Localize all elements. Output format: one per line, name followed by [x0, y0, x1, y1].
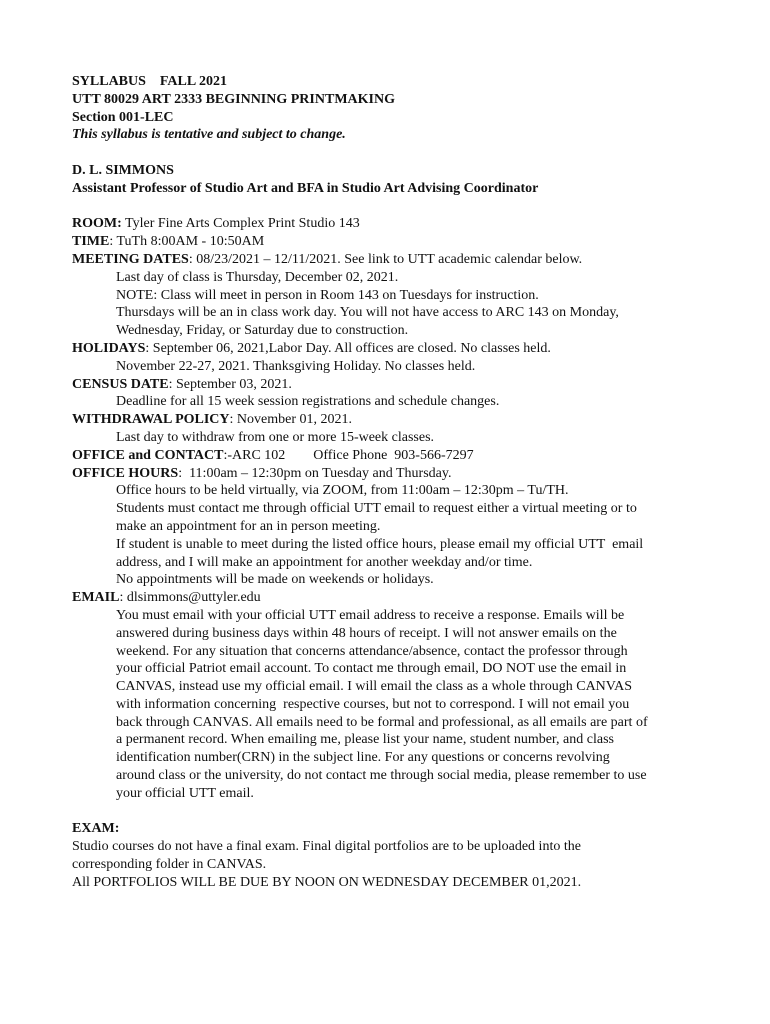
office-hours-detail-line: Students must contact me through official UTT email to request either a virtual meeting or to [116, 501, 637, 517]
census-date-row [72, 376, 702, 394]
holidays-details [72, 358, 702, 376]
office-hours-detail-line: If student is unable to meet during the listed office hours, please email my official UTT email [116, 536, 644, 552]
instructor-title: Assistant Professor of Studio Art and BFA in Studio Art Advising Coordinator [72, 180, 539, 196]
office-location: :-ARC 102 [223, 447, 286, 463]
course-section: Section 001-LEC [72, 109, 174, 125]
time-label: TIME [72, 234, 110, 250]
holidays-label: HOLIDAYS [72, 340, 146, 356]
office-contact-row [72, 447, 702, 465]
exam-line: Studio courses do not have a final exam. Final digital portfolios are to be uploaded into the [72, 839, 581, 855]
room-value: Tyler Fine Arts Complex Print Studio 143 [121, 216, 360, 232]
email-policy-line: answered during business days within 48 hours of receipt. I will not answer emails on the [116, 625, 617, 641]
email-policy-line: with information concerning respective courses, but not to correspond. I will not email you [116, 696, 630, 712]
spacer [72, 144, 702, 162]
exam-line: corresponding folder in CANVAS. [72, 857, 267, 873]
holidays-value: : September 06, 2021,Labor Day. All offices are closed. No classes held. [145, 340, 551, 356]
census-date-label: CENSUS DATE [72, 376, 169, 392]
withdrawal-detail-line: Last day to withdraw from one or more 15-week classes. [116, 429, 435, 445]
office-hours-detail-line: make an appointment for an in person meeting. [116, 518, 381, 534]
withdrawal-details [72, 429, 702, 447]
syllabus-page [72, 73, 702, 892]
office-hours-row [72, 465, 702, 483]
email-policy-line: identification number(CRN) in the subject line. For any questions or concerns revolving [116, 750, 610, 766]
email-policy-line: your official Patriot email account. To contact me through email, DO NOT use the email in [116, 661, 627, 677]
time-value: : TuTh 8:00AM - 10:50AM [109, 234, 265, 250]
room-label: ROOM: [72, 216, 122, 232]
meeting-dates-row [72, 251, 702, 269]
room-row [72, 215, 702, 233]
meeting-detail-line: NOTE: Class will meet in person in Room 143 on Tuesdays for instruction. [116, 287, 539, 303]
email-policy-line: CANVAS, instead use my official email. I will email the class as a whole through CANVAS [116, 679, 632, 695]
email-policy-line: a permanent record. When emailing me, please list your name, student number, and class [116, 732, 614, 748]
office-hours-details [72, 482, 702, 589]
office-contact-label: OFFICE and CONTACT [72, 447, 224, 463]
instructor-name: D. L. SIMMONS [72, 162, 174, 178]
withdrawal-policy-row [72, 411, 702, 429]
exam-heading: EXAM: [72, 821, 120, 837]
syllabus-term-heading: SYLLABUS FALL 2021 [72, 74, 227, 89]
census-detail-line: Deadline for all 15 week session registrations and schedule changes. [116, 394, 500, 410]
email-policy [72, 607, 702, 803]
course-title: UTT 80029 ART 2333 BEGINNING PRINTMAKING [72, 91, 395, 107]
office-phone: Office Phone 903-566-7297 [313, 447, 474, 463]
holidays-detail-line: November 22-27, 2021. Thanksgiving Holiday. No classes held. [116, 358, 476, 374]
email-policy-line: weekend. For any situation that concerns attendance/absence, contact the professor through [116, 643, 628, 659]
meeting-dates-details [72, 269, 702, 340]
meeting-detail-line: Thursdays will be an in class work day. You will not have access to ARC 143 on Monday, [116, 305, 619, 321]
email-policy-line: back through CANVAS. All emails need to be formal and professional, as all emails are part of [116, 714, 648, 730]
meeting-dates-label: MEETING DATES [72, 251, 189, 267]
email-label: EMAIL [72, 590, 120, 606]
office-hours-value: : 11:00am – 12:30pm on Tuesday and Thursday. [178, 465, 452, 481]
office-hours-detail-line: address, and I will make an appointment for another weekday and/or time. [116, 554, 533, 570]
meeting-detail-line: Wednesday, Friday, or Saturday due to construction. [116, 323, 409, 339]
office-hours-detail-line: Office hours to be held virtually, via ZOOM, from 11:00am – 12:30pm – Tu/TH. [116, 483, 569, 499]
spacer [72, 803, 702, 821]
tentative-note: This syllabus is tentative and subject to change. [72, 127, 346, 143]
withdrawal-policy-label: WITHDRAWAL POLICY [72, 412, 230, 428]
office-hours-detail-line: No appointments will be made on weekends or holidays. [116, 572, 434, 588]
census-date-value: : September 03, 2021. [168, 376, 292, 392]
withdrawal-policy-value: : November 01, 2021. [229, 412, 353, 428]
exam-portfolio-deadline: All PORTFOLIOS WILL BE DUE BY NOON ON WEDNESDAY DECEMBER 01,2021. [72, 874, 582, 890]
office-hours-label: OFFICE HOURS [72, 465, 179, 481]
meeting-dates-value: : 08/23/2021 – 12/11/2021. See link to UTT academic calendar below. [188, 251, 583, 267]
email-address: : dlsimmons@uttyler.edu [119, 590, 261, 606]
spacer [72, 198, 702, 216]
meeting-detail-line: Last day of class is Thursday, December 02, 2021. [116, 269, 399, 285]
time-row [72, 233, 702, 251]
email-policy-line: your official UTT email. [116, 785, 254, 801]
email-policy-line: You must email with your official UTT email address to receive a response. Emails will be [116, 607, 625, 623]
holidays-row [72, 340, 702, 358]
email-row [72, 589, 702, 607]
email-policy-line: around class or the university, do not contact me through social media, please remember to use [116, 768, 647, 784]
census-details [72, 393, 702, 411]
